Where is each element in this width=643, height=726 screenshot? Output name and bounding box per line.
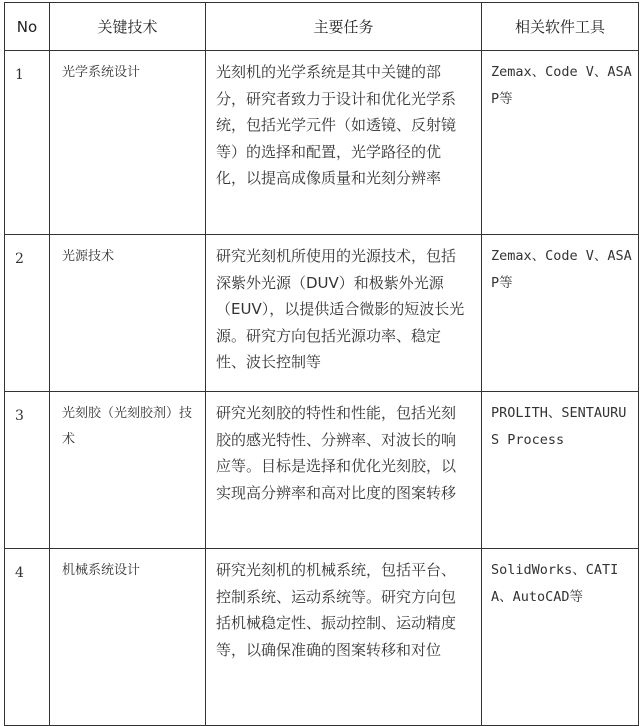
header-no: No xyxy=(5,3,50,51)
software-tools: SolidWorks、CATIA、AutoCAD等 xyxy=(482,549,639,726)
key-technology: 光学系统设计 xyxy=(50,51,206,235)
header-tools: 相关软件工具 xyxy=(482,3,639,51)
software-tools: Zemax、Code V、ASAP等 xyxy=(482,51,639,235)
row-number: 1 xyxy=(5,51,50,235)
main-task: 研究光刻胶的特性和性能，包括光刻胶的感光特性、分辨率、对波长的响应等。目标是选择和优化光刻胶，以实现高分辨率和高对比度的图案转移 xyxy=(206,392,482,549)
main-task: 研究光刻机的机械系统，包括平台、控制系统、运动系统等。研究方向包括机械稳定性、振动控制、运动精度等，以确保准确的图案转移和对位 xyxy=(206,549,482,726)
software-tools: PROLITH、SENTAURUS Process xyxy=(482,392,639,549)
table-row xyxy=(5,235,639,392)
table-row xyxy=(5,549,639,726)
row-number: 2 xyxy=(5,235,50,392)
key-technology: 光源技术 xyxy=(50,235,206,392)
header-key-tech: 关键技术 xyxy=(50,3,206,51)
table-row xyxy=(5,51,639,235)
header-row xyxy=(5,3,639,51)
header-task: 主要任务 xyxy=(206,3,482,51)
key-technology: 光刻胶（光刻胶剂）技术 xyxy=(50,392,206,549)
main-task: 研究光刻机所使用的光源技术，包括深紫外光源（DUV）和极紫外光源（EUV），以提供适合微影的短波长光源。研究方向包括光源功率、稳定性、波长控制等 xyxy=(206,235,482,392)
row-number: 3 xyxy=(5,392,50,549)
main-task: 光刻机的光学系统是其中关键的部分，研究者致力于设计和优化光学系统，包括光学元件（如透镜、反射镜等）的选择和配置，光学路径的优化，以提高成像质量和光刻分辨率 xyxy=(206,51,482,235)
key-technology: 机械系统设计 xyxy=(50,549,206,726)
software-tools: Zemax、Code V、ASAP等 xyxy=(482,235,639,392)
table-row xyxy=(5,392,639,549)
row-number: 4 xyxy=(5,549,50,726)
technology-table xyxy=(4,2,639,726)
